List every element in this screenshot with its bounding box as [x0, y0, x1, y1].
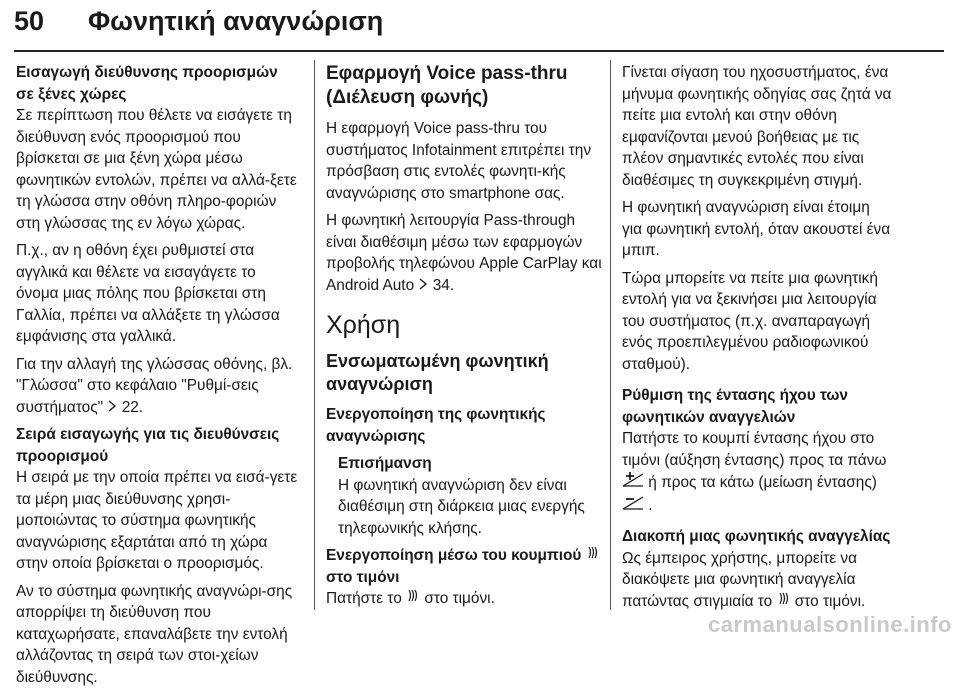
text: στο τιμόνι.: [424, 590, 495, 607]
note-box: [338, 453, 608, 539]
paragraph: [326, 210, 608, 296]
text: Ως έμπειρος χρήστης, μπορείτε να διακόψετε μια φωνητική αναγγελία πατώντας στιγμιαία το: [622, 549, 858, 610]
paragraph: Σε περίπτωση που θέλετε να εισάγετε τη διεύθυνση ενός προορισμού που βρίσκεται σε μια ξένη χώρα μέσω φωνητικών εντολών, πρέπει να αλλά-ξετε τη γλώσσα στην οθόνη πληρο-φοριών στη γλώσσας της εν λόγω χώρας.: [16, 107, 297, 232]
paragraph: [326, 588, 608, 610]
paragraph: Τώρα μπορείτε να πείτε μια φωνητική εντολή για να ξεκινήσει μια λειτουργία του συστήματος (π.χ. αναπαραγωγή ενός προεπιλεγμένου ραδιοφωνικού σταθμού).: [622, 269, 878, 373]
note-text: Η φωνητική αναγνώριση δεν είναι διαθέσιμη στη διάρκεια μιας ενεργής τηλεφωνικής κλήσης.: [338, 476, 585, 537]
text: Πατήστε το: [326, 590, 402, 607]
watermark: carmanualsonline.info: [708, 612, 952, 637]
voice-button-icon: [586, 545, 600, 567]
paragraph: Γίνεται σίγαση του ηχοσυστήματος, ένα μήνυμα φωνητικής οδηγίας σας ζητά να πείτε μια εντολή και στην οθόνη εμφανίζονται μενού βοήθειας με τις πλέον σημαντικές εντολές που είναι διαθέσιμες τη συγκεκριμένη στιγμή.: [622, 64, 892, 189]
heading-builtin-voice: Ενσωματωμένη φωνητική αναγνώριση: [326, 351, 549, 394]
note-title: Επισήμανση: [338, 455, 432, 472]
page-title: Φωνητική αναγνώριση: [88, 6, 384, 36]
text: .: [648, 496, 653, 514]
paragraph: Η σειρά με την οποία πρέπει να εισά-γετε τα μέρη μιας διεύθυνσης χρησι-μοποιώντας το σύστημα φωνητικής αναγνώρισης εξαρτάται από τη χώρα στην οποία βρίσκεται ο προορισμός.: [16, 469, 298, 572]
ref-arrow-icon: [418, 275, 428, 297]
volume-up-icon: [622, 471, 644, 494]
column-divider: [610, 60, 611, 610]
text: Πατήστε το κουμπί έντασης ήχου στο τιμόνι (αύξηση έντασης) προς τα πάνω: [622, 430, 887, 469]
heading-activate-button: [326, 545, 608, 588]
text: Για την αλλαγή της γλώσσας οθόνης, βλ. "Γλώσσα" στο κεφάλαιο "Ρυθμί-σεις συστήματος": [16, 355, 293, 416]
paragraph: Η φωνητική αναγνώριση είναι έτοιμη για φωνητική εντολή, όταν ακουστεί ένα μπιπ.: [622, 199, 891, 259]
header-rule: [14, 50, 944, 52]
text: στο τιμόνι: [326, 568, 400, 586]
column-2: [326, 62, 608, 616]
paragraph: Αν το σύστημα φωνητικής αναγνώρι-σης απορρίψει τη διεύθυνση που καταχωρήσατε, επαναλάβετε την εντολή αλλάζοντας τη σειρά των στοι-χείων διεύθυνσης.: [16, 582, 293, 686]
heading-activate-voice: Ενεργοποίηση της φωνητικής αναγνώρισης: [326, 406, 546, 445]
paragraph: [622, 428, 892, 516]
paragraph: Η εφαρμογή Voice pass-thru του συστήματος Infotainment επιτρέπει την πρόσβαση στις εντολές φωνητι-κής αναγνώρισης στο smartphone σας.: [326, 120, 592, 202]
voice-button-icon: [406, 588, 420, 610]
heading-input-order: Σειρά εισαγωγής για τις διευθύνσεις προορισμού: [16, 426, 280, 465]
paragraph: Π.χ., αν η οθόνη έχει ρυθμιστεί στα αγγλικά και θέλετε να εισαγάγετε το όνομα μιας πόλης που βρίσκεται στη Γαλλία, πρέπει να αλλάξετε τη γλώσσα εμφάνισης στα γαλλικά.: [16, 242, 280, 345]
column-1: [16, 62, 298, 694]
heading-volume: Ρύθμιση της έντασης ήχου των φωνητικών αναγγελιών: [622, 387, 848, 426]
page-reference[interactable]: 22.: [121, 398, 144, 416]
voice-button-icon: [777, 591, 791, 613]
heading-usage: Χρήση: [326, 311, 401, 339]
ref-arrow-icon: [107, 397, 117, 419]
page-number: 50: [14, 6, 45, 36]
paragraph: [16, 354, 298, 419]
page-reference[interactable]: 34.: [432, 276, 455, 294]
column-3: [622, 62, 892, 618]
heading-voice-pass-thru: Εφαρμογή Voice pass-thru (Διέλευση φωνής): [326, 63, 568, 108]
volume-down-icon: [622, 494, 644, 517]
text: Η φωνητική λειτουργία Pass-through είναι διαθέσιμη μέσω των εφαρμογών προβολής τηλεφώνου Apple CarPlay και Android Auto: [326, 212, 602, 294]
text: στο τιμόνι.: [794, 592, 866, 610]
heading-stop-announcement: Διακοπή μιας φωνητικής αναγγελίας: [622, 528, 891, 545]
text: ή προς τα κάτω (μείωση έντασης): [648, 474, 877, 491]
paragraph: [622, 548, 892, 613]
column-divider: [314, 60, 315, 610]
heading-foreign-destinations: Εισαγωγή διεύθυνσης προορισμών σε ξένες χώρες: [16, 64, 278, 103]
text: Ενεργοποίηση μέσω του κουμπιού: [326, 547, 582, 564]
